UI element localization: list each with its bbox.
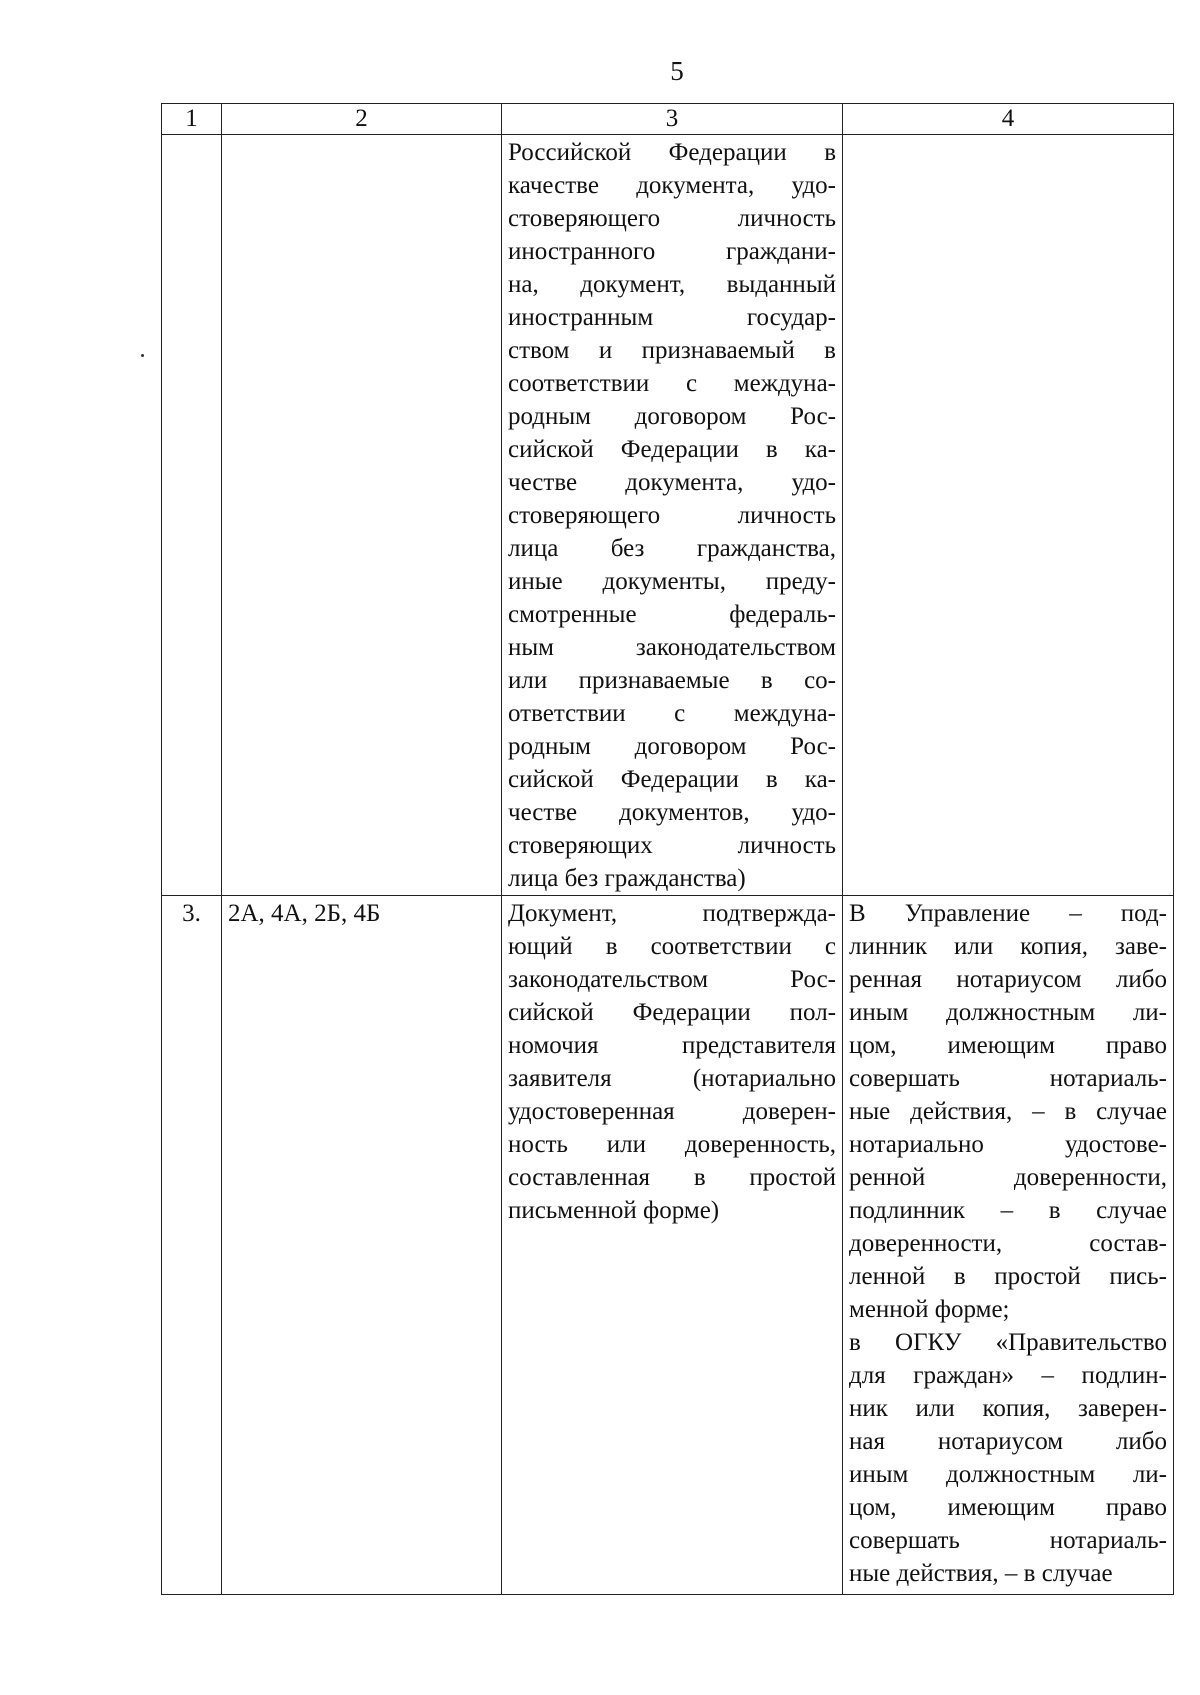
text-line: ная нотариусом либо bbox=[849, 1428, 1167, 1455]
scan-speck bbox=[141, 354, 144, 357]
text-line: иным должностным ли- bbox=[849, 1461, 1167, 1488]
text-line: совершать нотариаль- bbox=[849, 1065, 1167, 1092]
text-line: линник или копия, заве- bbox=[849, 933, 1167, 960]
text-line: ник или копия, заверен- bbox=[849, 1395, 1167, 1422]
text-line: ные действия, – в случае bbox=[849, 1560, 1113, 1587]
text-line: Документ, подтвержда- bbox=[508, 900, 836, 927]
text-line: цом, имеющим право bbox=[849, 1494, 1167, 1521]
row-codes bbox=[222, 135, 502, 896]
text-line: честве документа, удо- bbox=[508, 469, 836, 496]
row-codes: 2А, 4А, 2Б, 4Б bbox=[222, 896, 502, 1595]
text-line: стоверяющего личность bbox=[508, 205, 836, 232]
text-line: сийской Федерации пол- bbox=[508, 999, 836, 1026]
table-row bbox=[162, 135, 1174, 896]
row-number bbox=[162, 135, 222, 896]
text-line: нотариально удостове- bbox=[849, 1131, 1167, 1158]
text-line: лица без гражданства) bbox=[508, 865, 746, 892]
header-col-1: 1 bbox=[162, 104, 222, 135]
text-line: ющий в соответствии с bbox=[508, 933, 836, 960]
text-line: подлинник – в случае bbox=[849, 1197, 1167, 1224]
text-line: иным должностным ли- bbox=[849, 999, 1167, 1026]
text-line: номочия представителя bbox=[508, 1032, 836, 1059]
header-col-4: 4 bbox=[843, 104, 1174, 135]
text-line: цом, имеющим право bbox=[849, 1032, 1167, 1059]
text-line: ным законодательством bbox=[508, 634, 836, 661]
table-row bbox=[162, 896, 1174, 1595]
text-line: В Управление – под- bbox=[849, 900, 1167, 927]
text-line: соответствии с междуна- bbox=[508, 370, 836, 397]
header-col-2: 2 bbox=[222, 104, 502, 135]
text-line: ность или доверенность, bbox=[508, 1131, 836, 1158]
header-col-3: 3 bbox=[502, 104, 843, 135]
row-document bbox=[502, 896, 843, 1595]
text-line: законодательством Рос- bbox=[508, 966, 836, 993]
text-line: ством и признаваемый в bbox=[508, 337, 836, 364]
text-line: письменной форме) bbox=[508, 1197, 720, 1224]
text-line: заявителя (нотариально bbox=[508, 1065, 836, 1092]
text-line: ные действия, – в случае bbox=[849, 1098, 1167, 1125]
text-line: Российской Федерации в bbox=[508, 139, 836, 166]
text-line: удостоверенная доверен- bbox=[508, 1098, 836, 1125]
row-document bbox=[502, 135, 843, 896]
text-line: родным договором Рос- bbox=[508, 403, 836, 430]
text-line: качестве документа, удо- bbox=[508, 172, 836, 199]
table-header-row bbox=[162, 104, 1174, 135]
text-line: честве документов, удо- bbox=[508, 799, 836, 826]
text-line: иные документы, преду- bbox=[508, 568, 836, 595]
text-line: доверенности, состав- bbox=[849, 1230, 1167, 1257]
text-line: сийской Федерации в ка- bbox=[508, 436, 836, 463]
row-submission bbox=[843, 135, 1174, 896]
text-line: стоверяющих личность bbox=[508, 832, 836, 859]
text-line: ленной в простой пись- bbox=[849, 1263, 1167, 1290]
text-line: иностранного граждани- bbox=[508, 238, 836, 265]
text-line: родным договором Рос- bbox=[508, 733, 836, 760]
text-line: ответствии с междуна- bbox=[508, 700, 836, 727]
text-line: ренная нотариусом либо bbox=[849, 966, 1167, 993]
text-line: в ОГКУ «Правительство bbox=[849, 1329, 1167, 1356]
text-line: или признаваемые в со- bbox=[508, 667, 836, 694]
text-line: для граждан» – подлин- bbox=[849, 1362, 1167, 1389]
text-line: составленная в простой bbox=[508, 1164, 836, 1191]
text-line: менной форме; bbox=[849, 1296, 1010, 1323]
text-line: сийской Федерации в ка- bbox=[508, 766, 836, 793]
page-number: 5 bbox=[670, 56, 684, 86]
text-line: на, документ, выданный bbox=[508, 271, 836, 298]
text-line: иностранным государ- bbox=[508, 304, 836, 331]
text-line: совершать нотариаль- bbox=[849, 1527, 1167, 1554]
row-submission bbox=[843, 896, 1174, 1595]
text-line: смотренные федераль- bbox=[508, 601, 836, 628]
row-number: 3. bbox=[162, 896, 222, 1595]
text-line: лица без гражданства, bbox=[508, 535, 836, 562]
requirements-table bbox=[161, 103, 1174, 1595]
text-line: стоверяющего личность bbox=[508, 502, 836, 529]
text-line: ренной доверенности, bbox=[849, 1164, 1167, 1191]
